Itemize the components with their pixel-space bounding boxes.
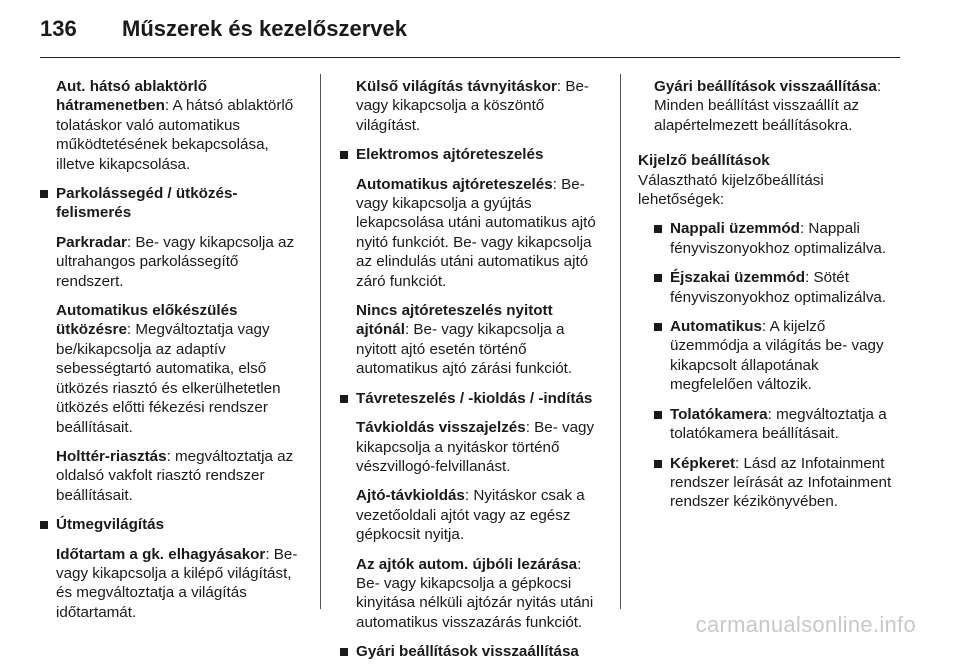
list-item (654, 405, 904, 444)
entry-term: Időtartam a gk. elhagyásakor (56, 545, 266, 563)
entry-term: Holttér-riasztás (56, 447, 167, 465)
entry-rear-wiper (56, 77, 306, 174)
entry-text: : Be- vagy kikapcsolja a nyitott ajtó esetén történő automatikus ajtó zárási funkciót. (356, 321, 573, 378)
section-remote (340, 389, 606, 632)
watermark: carmanualsonline.info (695, 612, 916, 637)
entry-remote-feedback (356, 418, 606, 476)
column-3 (638, 77, 904, 522)
entry-text: : megváltoztatja az oldalsó vakfolt riasztó rendszer beállításait. (56, 447, 294, 504)
entry-auto-relock (356, 555, 606, 633)
bullet-icon (654, 454, 670, 512)
section-title: Parkolássegéd / ütközés-felismerés (56, 185, 238, 222)
entry-open-door-lock (356, 301, 606, 379)
entry-term: Az ajtók autom. újbóli lezárása (356, 555, 578, 573)
entry-text: : Be- vagy kikapcsolja a kilépő világítást, és megváltoztatja a világítás időtartamát. (56, 545, 298, 621)
section-title: Kijelző beállítások (638, 152, 770, 170)
bullet-icon (40, 184, 56, 505)
entry-factory-reset (654, 77, 904, 135)
entry-term: Parkradar (56, 233, 127, 251)
section-door-locks (340, 145, 606, 378)
bullet-icon (654, 268, 670, 307)
entry-term: Aut. hátsó ablaktörlő hátramenetben (56, 78, 208, 115)
bullet-icon (654, 317, 670, 395)
entry-term: Tolatókamera (670, 405, 768, 423)
entry-text: : Sötét fényviszonyokhoz optimalizálva. (670, 269, 887, 306)
bullet-icon (340, 389, 356, 632)
section-display (638, 151, 904, 209)
page-header (40, 16, 407, 50)
section-title: Elektromos ajtóreteszelés (356, 146, 544, 164)
entry-term: Nappali üzemmód (670, 220, 800, 238)
entry-text: : Be- vagy kikapcsolja a gépkocsi kinyitása nélküli ajtózár nyitás utáni automatikus visszazárás funkciót. (356, 555, 594, 631)
entry-term: Automatikus (670, 318, 762, 336)
section-title: Távreteszelés / -kioldás / -indítás (356, 389, 593, 407)
entry-parkradar (56, 233, 306, 291)
section-factory-reset (340, 642, 606, 661)
entry-term: Távkioldás visszajelzés (356, 419, 526, 437)
entry-auto-lock (356, 175, 606, 291)
section-desc: Választható kijelzőbeállítási lehetőségek: (638, 171, 824, 209)
list-item (654, 317, 904, 395)
entry-text: : Nyitáskor csak a vezetőoldali ajtót vagy az egész gépkocsit nyitja. (356, 487, 585, 544)
list-item (654, 219, 904, 258)
entry-term: Gyári beállítások visszaállítása (654, 78, 877, 95)
section-parking (40, 184, 306, 505)
entry-term: Nincs ajtóreteszelés nyitott ajtónál (356, 302, 553, 339)
section-path-lighting (40, 515, 306, 622)
section-title: Útmegvilágítás (56, 516, 165, 534)
entry-term: Ajtó-távkioldás (356, 487, 465, 505)
page-title: Műszerek és kezelőszervek (122, 16, 407, 41)
list-item (654, 454, 904, 512)
column-divider-2 (620, 74, 621, 609)
entry-text: : Minden beállítást visszaállít az alapértelmezett beállításokra. (654, 78, 882, 134)
column-1 (40, 77, 306, 632)
bullet-icon (654, 219, 670, 258)
bullet-icon (654, 405, 670, 444)
entry-text: : Be- vagy kikapcsolja a gyújtás lekapcsolása utáni automatikus ajtó nyitó funkciót. Be- vagy kikapcsolja az elindulás utáni automatikus ajtó záró funkciót. (356, 175, 596, 290)
section-title: Gyári beállítások visszaállítása (356, 643, 579, 661)
entry-exit-duration (56, 545, 306, 623)
column-2 (340, 77, 606, 672)
entry-collision-prep (56, 301, 306, 437)
entry-text: : Be- vagy kikapcsolja a nyitáskor történő vészvillogó-felvillanást. (356, 419, 595, 475)
entry-term: Automatikus ajtóreteszelés (356, 175, 553, 193)
entry-text: : A hátsó ablaktörlő tolatáskor való automatikus működtetésének bekapcsolása, illetve kikapcsolása. (56, 97, 294, 173)
bullet-icon (340, 145, 356, 378)
list-item (654, 268, 904, 307)
entry-blind-spot (56, 447, 306, 505)
entry-term: Külső világítás távnyitáskor (356, 78, 557, 95)
entry-text: : Be- vagy kikapcsolja a köszöntő világítást. (356, 78, 589, 134)
entry-text: : Nappali fényviszonyokhoz optimalizálva. (670, 220, 887, 257)
header-rule (40, 57, 900, 58)
bullet-icon (340, 642, 356, 661)
entry-text: : megváltoztatja a tolatókamera beállításait. (670, 405, 887, 443)
entry-term: Automatikus előkészülés ütközésre (56, 302, 238, 339)
entry-text: : Lásd az Infotainment rendszer leírását az Infotainment rendszer kézikönyvében. (670, 454, 892, 511)
bullet-icon (40, 515, 56, 622)
entry-text: : A kijelző üzemmódja a világítás be- vagy kikapcsolt állapotának megfelelően változik. (670, 318, 884, 394)
entry-term: Éjszakai üzemmód (670, 269, 806, 287)
display-options-list (654, 219, 904, 511)
entry-term: Képkeret (670, 454, 735, 472)
entry-text: : Megváltoztatja vagy be/kikapcsolja az adaptív sebességtartó automatika, első ütközés riasztó és elkerülhetetlen ütközés előtti fékezési rendszer beállításait. (56, 321, 281, 436)
column-divider-1 (320, 74, 321, 609)
entry-welcome-lighting (356, 77, 606, 135)
page-number: 136 (40, 16, 77, 41)
entry-remote-unlock (356, 486, 606, 544)
entry-text: : Be- vagy kikapcsolja az ultrahangos parkolássegítő rendszert. (56, 233, 295, 290)
